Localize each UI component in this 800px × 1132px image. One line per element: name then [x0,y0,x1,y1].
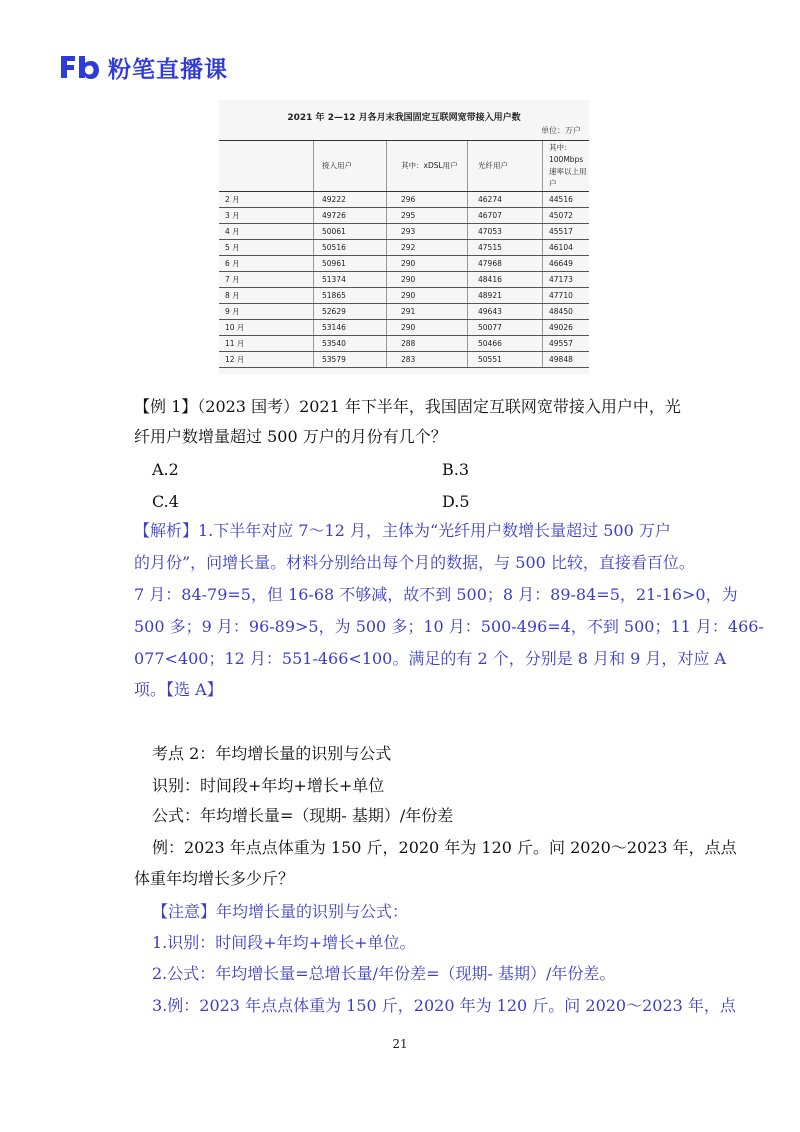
header-cell: 其中：xDSL用户 [387,141,468,192]
table-body [219,192,589,368]
value-cell: 50961 [314,256,387,272]
note-title: 【注意】年均增长量的识别与公式： [152,902,409,921]
value-cell: 290 [387,320,468,336]
analysis-line: 077<400；12 月：551-466<100。满足的有 2 个，分别是 8 月和 9 月，对应 A [134,649,727,668]
value-cell: 51865 [314,288,387,304]
value-cell: 49222 [314,192,387,208]
table-row [219,336,589,352]
header-cell: 光纤用户 [468,141,543,192]
value-cell: 48921 [468,288,543,304]
point2-identify: 识别：时间段+年均+增长+单位 [152,776,385,795]
value-cell: 44516 [543,192,590,208]
month-cell: 8 月 [219,288,314,304]
table-title: 2021 年 2—12 月各月末我国固定互联网宽带接入用户数 [287,113,521,123]
point2-title: 考点 2：年均增长量的识别与公式 [152,744,392,763]
value-cell: 46707 [468,208,543,224]
table-unit: 单位：万户 [541,126,581,135]
value-cell: 47053 [468,224,543,240]
value-cell: 46649 [543,256,590,272]
value-cell: 50551 [468,352,543,368]
note-line2: 2.公式：年均增长量=总增长量/年份差=（现期- 基期）/年份差。 [152,964,616,983]
point2-example-line2: 体重年均增长多少斤？ [134,869,295,888]
option-c: C.4 [152,492,179,511]
month-cell: 3 月 [219,208,314,224]
broadband-table [219,140,589,368]
value-cell: 49557 [543,336,590,352]
analysis-line: 项。【选 A】 [134,680,223,699]
value-cell: 45072 [543,208,590,224]
value-cell: 49848 [543,352,590,368]
value-cell: 50077 [468,320,543,336]
analysis-line: 500 多；9 月：96-89>5，为 500 多；10 月：500-496=4，不到 500；11 月：466- [134,617,764,636]
value-cell: 290 [387,256,468,272]
value-cell: 49026 [543,320,590,336]
table-header-row [219,141,589,192]
month-cell: 6 月 [219,256,314,272]
value-cell: 283 [387,352,468,368]
table-row [219,272,589,288]
table-row [219,288,589,304]
table-row [219,256,589,272]
value-cell: 288 [387,336,468,352]
table-row [219,224,589,240]
example1-question-line1: 【例 1】（2023 国考）2021 年下半年，我国固定互联网宽带接入用户中，光 [134,397,681,416]
table-row [219,320,589,336]
header-cell: 其中：100Mbps速率以上用户 [543,141,590,192]
value-cell: 46274 [468,192,543,208]
month-cell: 5 月 [219,240,314,256]
month-cell: 4 月 [219,224,314,240]
page-number: 21 [392,1037,408,1051]
value-cell: 51374 [314,272,387,288]
month-cell: 9 月 [219,304,314,320]
value-cell: 48450 [543,304,590,320]
example1-question-line2: 纤用户数增量超过 500 万户的月份有几个？ [134,427,447,446]
value-cell: 47515 [468,240,543,256]
analysis-line: 【解析】1.下半年对应 7～12 月，主体为“光纤用户数增长量超过 500 万户 [134,521,671,540]
value-cell: 50466 [468,336,543,352]
analysis-line: 7 月：84-79=5，但 16-68 不够减，故不到 500；8 月：89-84=5，21-16>0，为 [134,585,738,604]
value-cell: 47710 [543,288,590,304]
month-cell: 7 月 [219,272,314,288]
brand-name: 粉笔直播课 [108,56,228,83]
value-cell: 296 [387,192,468,208]
value-cell: 47968 [468,256,543,272]
value-cell: 46104 [543,240,590,256]
value-cell: 53579 [314,352,387,368]
month-cell: 10 月 [219,320,314,336]
brand-logo [58,50,228,84]
value-cell: 48416 [468,272,543,288]
point2-formula: 公式：年均增长量=（现期- 基期）/年份差 [152,806,454,825]
analysis-line: 的月份”，问增长量。材料分别给出每个月的数据，与 500 比较，直接看百位。 [134,553,695,572]
header-cell: 接入用户 [314,141,387,192]
table-row [219,304,589,320]
month-cell: 11 月 [219,336,314,352]
value-cell: 295 [387,208,468,224]
note-line1: 1.识别：时间段+年均+增长+单位。 [152,933,416,952]
option-a: A.2 [152,460,179,479]
value-cell: 290 [387,288,468,304]
value-cell: 293 [387,224,468,240]
option-d: D.5 [442,492,470,511]
value-cell: 49726 [314,208,387,224]
month-cell: 12 月 [219,352,314,368]
value-cell: 49643 [468,304,543,320]
point2-example-line1: 例：2023 年点点体重为 150 斤，2020 年为 120 斤。问 2020～2023 年，点点 [152,838,737,857]
value-cell: 45517 [543,224,590,240]
table-figure [219,100,589,374]
value-cell: 50061 [314,224,387,240]
note-line3: 3.例：2023 年点点体重为 150 斤，2020 年为 120 斤。问 2020～2023 年，点 [152,996,736,1015]
value-cell: 52629 [314,304,387,320]
value-cell: 292 [387,240,468,256]
value-cell: 53540 [314,336,387,352]
value-cell: 291 [387,304,468,320]
value-cell: 47173 [543,272,590,288]
table-row [219,240,589,256]
value-cell: 50516 [314,240,387,256]
table-row [219,352,589,368]
value-cell: 290 [387,272,468,288]
table-row [219,208,589,224]
value-cell: 53146 [314,320,387,336]
option-b: B.3 [442,460,470,479]
fb-logo-icon [58,54,100,80]
header-cell [219,141,314,192]
table-row [219,192,589,208]
month-cell: 2 月 [219,192,314,208]
